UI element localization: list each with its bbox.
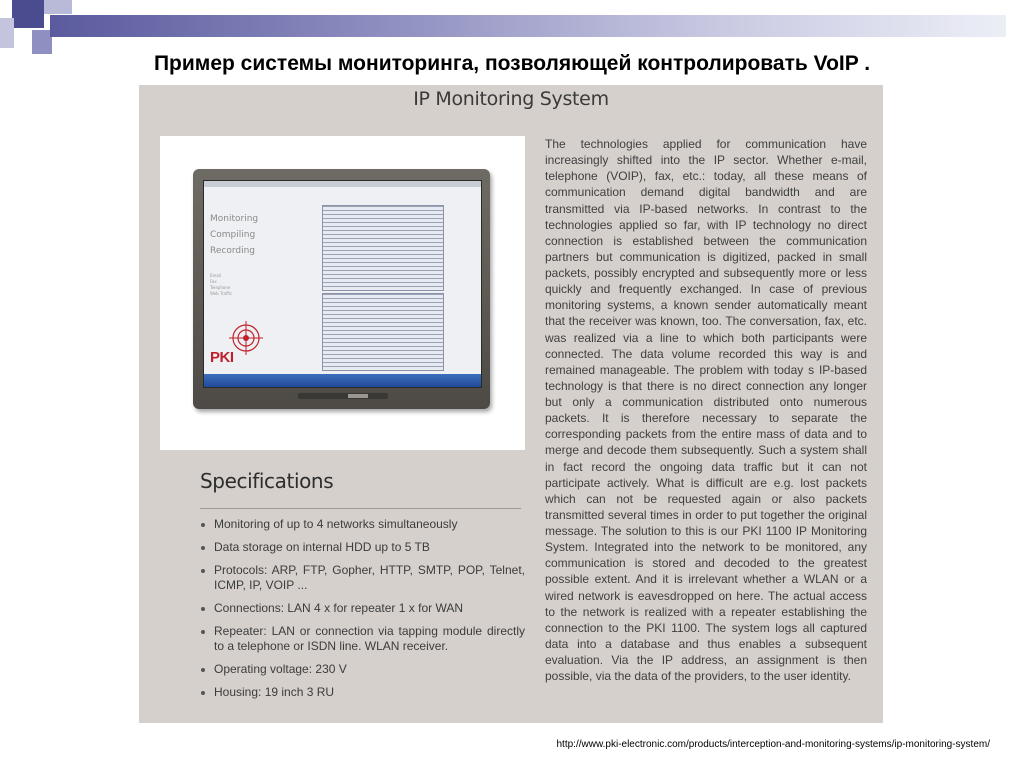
data-table-top: [322, 205, 444, 291]
header-square-light: [0, 18, 14, 48]
source-link[interactable]: http://www.pki-electronic.com/products/interception-and-monitoring-systems/ip-monitoring-system/: [556, 739, 990, 750]
screen-menu-item: Recording: [210, 246, 256, 256]
monitor-image: [193, 169, 490, 409]
screen-submenu-item: Telephone: [210, 285, 231, 290]
specifications-list: [199, 517, 525, 708]
screen-submenu-item: Web Traffic: [210, 291, 233, 296]
taskbar: [204, 374, 481, 387]
list-item: Housing: 19 inch 3 RU: [199, 685, 525, 701]
pki-logo: PKI: [210, 349, 234, 366]
description-text: The technologies applied for communication have increasingly shifted into the IP sector. Whether e-mail, telephone (VOIP), fax, etc.: today, all these means of communication demand digital bandwidth and are transmitted via IP-based networks. In contrast to the technologies applied so far, with IP technology no direct connection is established between the communication partners but communication is digitized, packed in small packets, possibly encrypted and subsequently more or less quickly and frequently exchanged. In case of previous monitoring systems, a known sender automatically meant that the receiver was known, too. The conversation, fax, etc. was realized via a line to which both participants were connected. The data volume recorded this way is and remained manageable. The problem with today s IP-based technology is that there is no direct connection any longer but only a communication distributed onto numerous packets. It is therefore necessary to separate the corresponding packets from the entire mass of data and to merge and decode them subsequently. Such a system shall in fact record the ongoing data traffic but it can not participate actively. What is difficult are e.g. lost packets which can not be requested again or also packets transmitted several times in order to put together the original message. The solution to this is our PKI 1100 IP Monitoring System. Integrated into the network to be monitored, any communication is stored and decoded to the greatest possible extent. And it is irrelevant whether a WLAN or a wired network is eavesdropped on here. The actual access to the network is realized with a repeater establishing the connection to the PKI 1100. The system logs all captured data into a database and thus enables a subsequent evaluation. Via the IP address, an assignment is then possible, via the data of the providers, to the user identity.: [545, 137, 867, 684]
specifications-heading: Specifications: [200, 469, 334, 493]
slide-title: Пример системы мониторинга, позволяющей контролировать VoIP .: [153, 52, 871, 75]
product-photo: [160, 136, 525, 450]
screen-submenu-item: Email: [210, 273, 222, 278]
product-panel: [139, 85, 883, 723]
header-square-light: [44, 0, 72, 14]
monitor-screen: [203, 180, 482, 388]
header-square-mid: [32, 30, 52, 54]
screen-menu: [210, 211, 258, 297]
list-item: Operating voltage: 230 V: [199, 662, 525, 678]
monitor-buttons: [298, 393, 388, 399]
screen-submenu-item: Fax: [210, 279, 217, 284]
header-bar: [50, 15, 1006, 37]
list-item: Repeater: LAN or connection via tapping module directly to a telephone or ISDN line. WLAN receiver.: [199, 624, 525, 655]
divider: [200, 508, 521, 509]
data-table-bottom: [322, 293, 444, 371]
panel-title: IP Monitoring System: [413, 88, 609, 110]
list-item: Monitoring of up to 4 networks simultaneously: [199, 517, 525, 533]
screen-menu-item: Monitoring: [210, 214, 259, 224]
list-item: Connections: LAN 4 x for repeater 1 x for WAN: [199, 601, 525, 617]
list-item: Data storage on internal HDD up to 5 TB: [199, 540, 525, 556]
screen-menu-item: Compiling: [210, 230, 256, 240]
list-item: Protocols: ARP, FTP, Gopher, HTTP, SMTP, POP, Telnet, ICMP, IP, VOIP ...: [199, 563, 525, 594]
header-square-dark: [12, 0, 44, 28]
